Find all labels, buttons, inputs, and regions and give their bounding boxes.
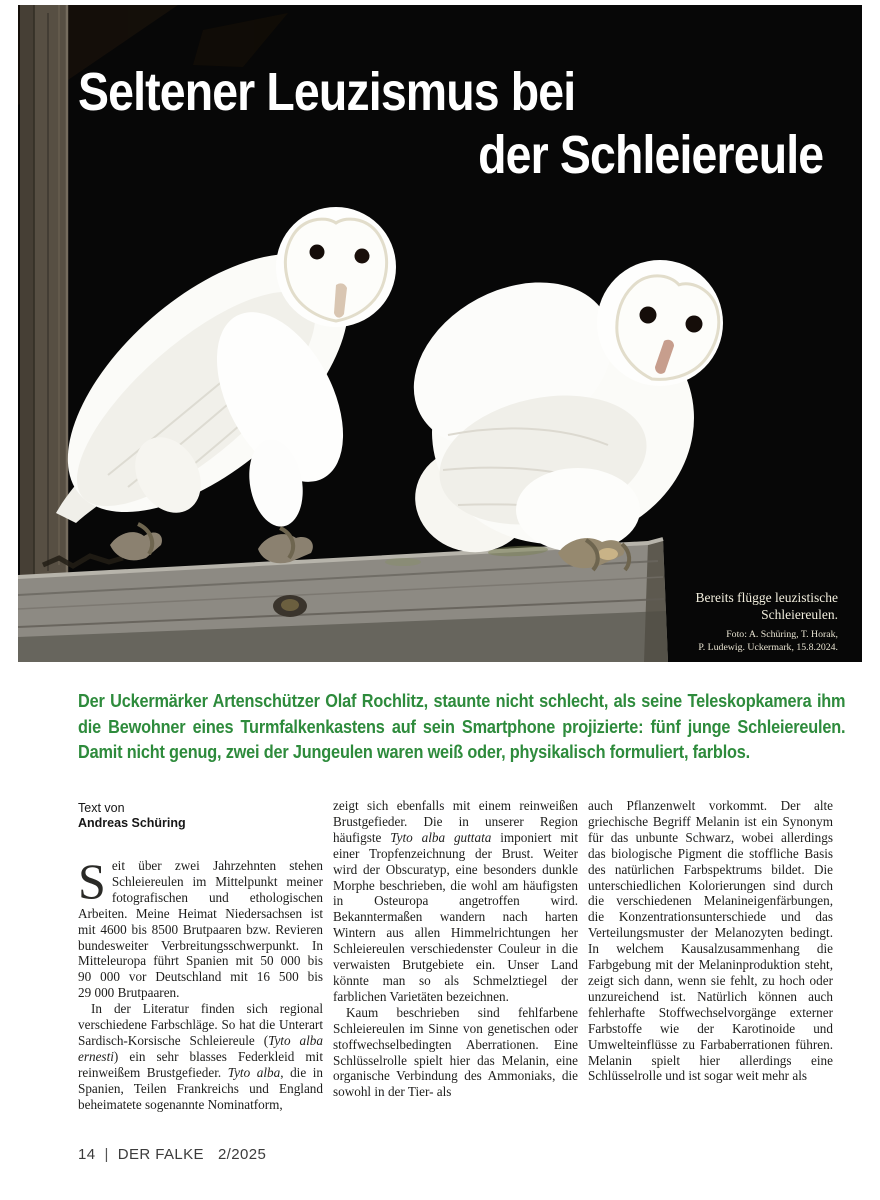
text-column-3 xyxy=(588,798,833,1084)
paragraph: Seit über zwei Jahrzehnten stehen Schleiereulen im Mittelpunkt meiner fotografischen und ethologischen Arbeiten. Meine Heimat Niedersachsen ist mit 4600 bis 8500 Brutpaaren bzw. Revieren bundesweiter Verbreitungsschwerpunkt. In Mitteleuropa führt Spanien mit 50 000 bis 90 000 vor Deutschland mit 16 500 bis 29 000 Brutpaaren. xyxy=(78,853,323,1001)
footer-separator: | xyxy=(104,1146,109,1163)
photo-credit-line2: P. Ludewig. Uckermark, 15.8.2024. xyxy=(698,641,838,653)
caption-text-line2: Schleiereulen. xyxy=(761,607,838,622)
photo-credit-line1: Foto: A. Schüring, T. Horak, xyxy=(726,629,838,640)
title-line-1: Seltener Leuzismus bei xyxy=(78,62,576,122)
magazine-name: DER FALKE xyxy=(117,1146,204,1163)
hero-photo xyxy=(18,5,862,662)
paragraph: In der Literatur finden sich regional verschiedene Farbschläge. So hat die Unterart Sardisch-Korsische Schleiereule (Tyto alba ernesti) ein sehr blasses Federkleid mit reinweißem Brustgefieder. Tyto alba, die in Spanien, Teilen Frankreichs und England beheimatete sogenannte Nominatform, xyxy=(78,1001,323,1112)
photo-caption xyxy=(696,589,838,654)
drop-cap: S xyxy=(78,853,106,909)
owl-left-eye-left xyxy=(310,245,325,260)
text-column-2 xyxy=(333,798,578,1100)
page-number: 14 xyxy=(78,1146,96,1163)
issue-number: 2/2025 xyxy=(217,1146,267,1163)
byline-label: Text von xyxy=(78,801,125,815)
paragraph: Kaum beschrieben sind fehlfarbene Schleiereulen im Sinne von genetischen oder stoffwechselbedingten Aberrationen. Eine Schlüsselrolle spielt hier das Melanin, eine organische Verbindung des Ammoniaks, die sowohl in der Tier- als xyxy=(333,1004,578,1100)
lead-paragraph: Der Uckermärker Artenschützer Olaf Rochlitz, staunte nicht schlecht, als seine Teleskopkamera ihm die Bewohner eines Turmfalkenkastens auf sein Smartphone projizierte: fünf junge Schleiereulen. Damit nicht genug, zwei der Jungeulen waren weiß oder, physikalisch formuliert, farblos. xyxy=(78,690,846,762)
caption-text-line1: Bereits flügge leuzistische xyxy=(695,590,838,605)
owl-right-eye-left xyxy=(640,307,657,324)
owl-right-eye-right xyxy=(686,316,703,333)
text-column-1 xyxy=(78,853,323,1113)
wood-post xyxy=(20,5,68,580)
byline-author: Andreas Schüring xyxy=(78,816,186,830)
owl-left-eye-right xyxy=(355,249,370,264)
paragraph: auch Pflanzenwelt vorkommt. Der alte griechische Begriff Melanin ist ein Synonym für das unbunte Schwarz, wobei allerdings das biologische Pigment die stoffliche Basis des natürlichen Farbspektrums bildet. Die unterschiedlichen Kolorierungen sind durch die verschiedenen Melanineigenfärbungen, die Konzentrationsunterschiede und das Verteilungsmuster der Melanozyten bedingt. In welchem Kausalzusammenhang die Farbgebung mit der Melaninproduktion steht, zeigt sich dann, wenn sie fehlt, zu hoch oder unzureichend ist. Natürlich können auch fehlerhafte Stoffwechselvorgänge externer Farbstoffe wie der Karotinoide und Umwelteinflüsse zu Farbaberrationen führen. Melanin spielt hier allerdings eine Schlüsselrolle und ist sogar weit mehr als xyxy=(588,798,833,1084)
paragraph: zeigt sich ebenfalls mit einem reinweißen Brustgefieder. Die in unserer Region häufigste Tyto alba guttata imponiert mit einer Tropfenzeichnung der Brust. Weiter wird der Obscuratyp, eine besonders dunkle Morphe beschrieben, die wohl am häufigsten in Osteuropa angetroffen wird. Bekanntermaßen wandern nach harten Wintern aus allen Himmelrichtungen her Schleiereulen verschiedenster Couleur in die verwaisten Brutgebiete ein. Unser Land könnte man so als Schmelztiegel der farblichen Varietäten bezeichnen. xyxy=(333,798,578,1004)
byline xyxy=(78,801,186,831)
page-footer xyxy=(78,1146,266,1163)
title-line-2: der Schleiereule xyxy=(477,125,823,185)
